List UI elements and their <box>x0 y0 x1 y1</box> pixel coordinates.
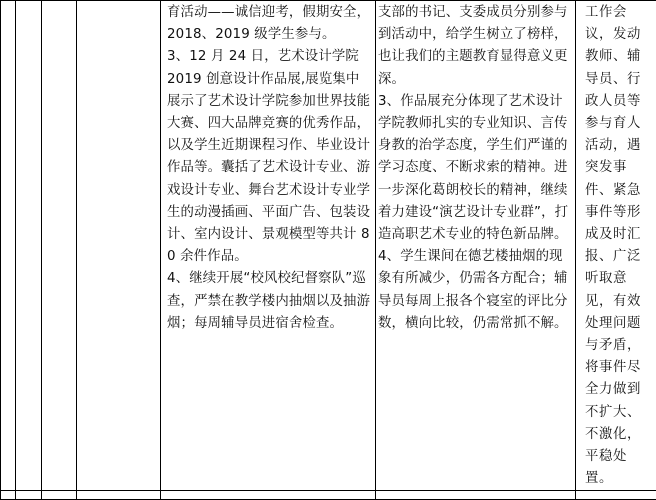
activities-paragraph-3: 4、继续开展“校风校纪督察队”巡查，严禁在教学楼内抽烟以及抽游烟；每周辅导员进宿舍检查。 <box>167 268 371 335</box>
effects-paragraph-2: 3、作品展充分体现了艺术设计学院教师扎实的专业知识、言传身教的治学态度，学生们严谨的学习态度、不断求索的精神。进一步深化葛朗校长的精神，继续着力建设“演艺设计专业群”，打造高职艺术专业的特色新品牌。 <box>378 91 571 246</box>
table-cell-measures <box>576 1 656 491</box>
table-cell-col3 <box>42 1 77 491</box>
effects-paragraph-1: 支部的书记、支委成员分别参与到活动中，给学生树立了榜样，也让我们的主题教育显得意义更深。 <box>378 2 571 91</box>
table-row <box>1 1 656 491</box>
table-cell-col4 <box>77 1 161 491</box>
table-row <box>1 491 656 500</box>
effects-paragraph-3: 4、学生课间在德艺楼抽烟的现象有所减少，仍需各方配合；辅导员每周上报各个寝室的评比分数，横向比较，仍需常抓不解。 <box>378 246 571 335</box>
table-cell-col2 <box>16 1 42 491</box>
activities-paragraph-2: 3、12 月 24 日，艺术设计学院 2019 创意设计作品展,展览集中展示了艺术设计学院参加世界技能大赛、四大品牌竞赛的优秀作品，以及学生近期课程习作、毕业设计作品等。囊括了艺术设计专业、游戏设计专业、舞台艺术设计专业学生的动漫插画、平面广告、包装设计、室内设计、景观模型等共计 80 余件作品。 <box>167 46 371 268</box>
table-cell-activities <box>161 1 376 491</box>
table-cell-col1 <box>1 1 16 491</box>
table-cell-effects <box>376 1 576 491</box>
measures-text: 工作会议，发动教师、辅导员、行政人员等参与育人活动，遇突发事件、紧急事件等形成及时汇报、广泛听取意见，有效处理问题与矛盾，将事件尽全力做到不扩大、不激化，平稳处置。 <box>585 2 654 490</box>
activities-paragraph-1: 育活动——诚信迎考，假期安全，2018、2019 级学生参与。 <box>167 2 371 46</box>
